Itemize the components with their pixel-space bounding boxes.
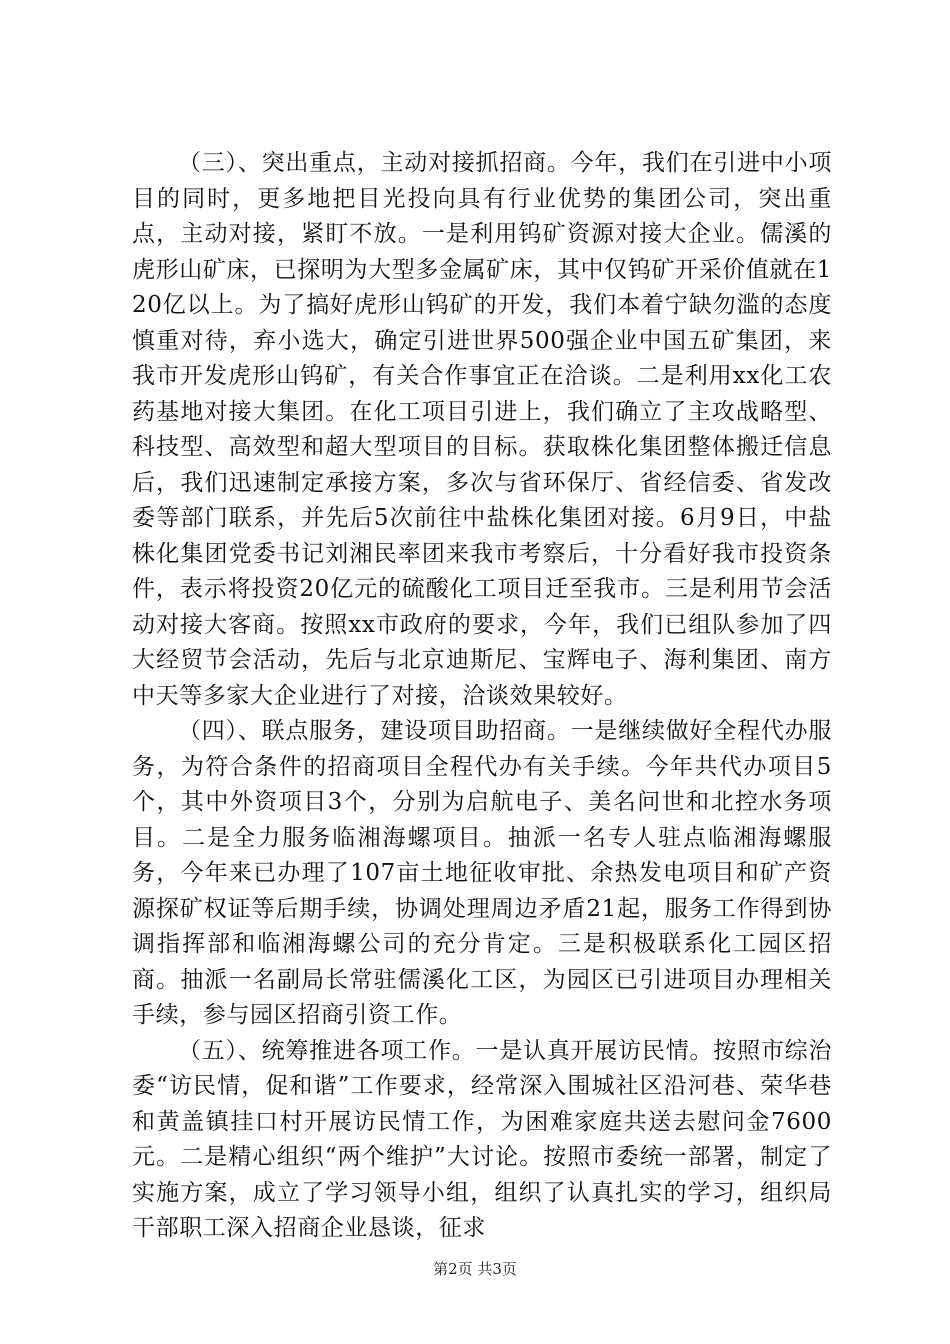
page-number: 第2页 共3页 <box>433 1260 517 1278</box>
paragraph-section-5: （五）、统筹推进各项工作。一是认真开展访民情。按照市综治委“访民情，促和谐”工作要求，经常深入围城社区沿河巷、荣华巷和黄盖镇挂口村开展访民情工作，为困难家庭共送去慰问金7600元。二是精心组织“两个维护”大讨论。按照市委统一部署，制定了实施方案，成立了学习领导小组，组织了认真扎实的学习，组织局干部职工深入招商企业恳谈，征求 <box>132 1037 832 1241</box>
page-footer <box>0 1258 950 1279</box>
document-body <box>132 146 832 1247</box>
paragraph-section-3: （三）、突出重点，主动对接抓招商。今年，我们在引进中小项目的同时，更多地把目光投向具有行业优势的集团公司，突出重点，主动对接，紧盯不放。一是利用钨矿资源对接大企业。儒溪的虎形山矿床，已探明为大型多金属矿床，其中仅钨矿开采价值就在120亿以上。为了搞好虎形山钨矿的开发，我们本着宁缺勿滥的态度慎重对待，弃小选大，确定引进世界500强企业中国五矿集团，来我市开发虎形山钨矿，有关合作事宜正在洽谈。二是利用xx化工农药基地对接大集团。在化工项目引进上，我们确立了主攻战略型、科技型、高效型和超大型项目的目标。获取株化集团整体搬迁信息后，我们迅速制定承接方案，多次与省环保厅、省经信委、省发改委等部门联系，并先后5次前往中盐株化集团对接。6月9日，中盐株化集团党委书记刘湘民率团来我市考察后，十分看好我市投资条件，表示将投资20亿元的硫酸化工项目迁至我市。三是利用节会活动对接大客商。按照xx市政府的要求，今年，我们已组队参加了四大经贸节会活动，先后与北京迪斯尼、宝辉电子、海利集团、南方中天等多家大企业进行了对接，洽谈效果较好。 <box>132 150 832 709</box>
paragraph-section-4: （四）、联点服务，建设项目助招商。一是继续做好全程代办服务，为符合条件的招商项目全程代办有关手续。今年共代办项目5个，其中外资项目3个，分别为启航电子、美名问世和北控水务项目。二是全力服务临湘海螺项目。抽派一名专人驻点临湘海螺服务，今年来已办理了107亩土地征收审批、余热发电项目和矿产资源探矿权证等后期手续，协调处理周边矛盾21起，服务工作得到协调指挥部和临湘海螺公司的充分肯定。三是积极联系化工园区招商。抽派一名副局长常驻儒溪化工区，为园区已引进项目办理相关手续，参与园区招商引资工作。 <box>132 718 832 1028</box>
